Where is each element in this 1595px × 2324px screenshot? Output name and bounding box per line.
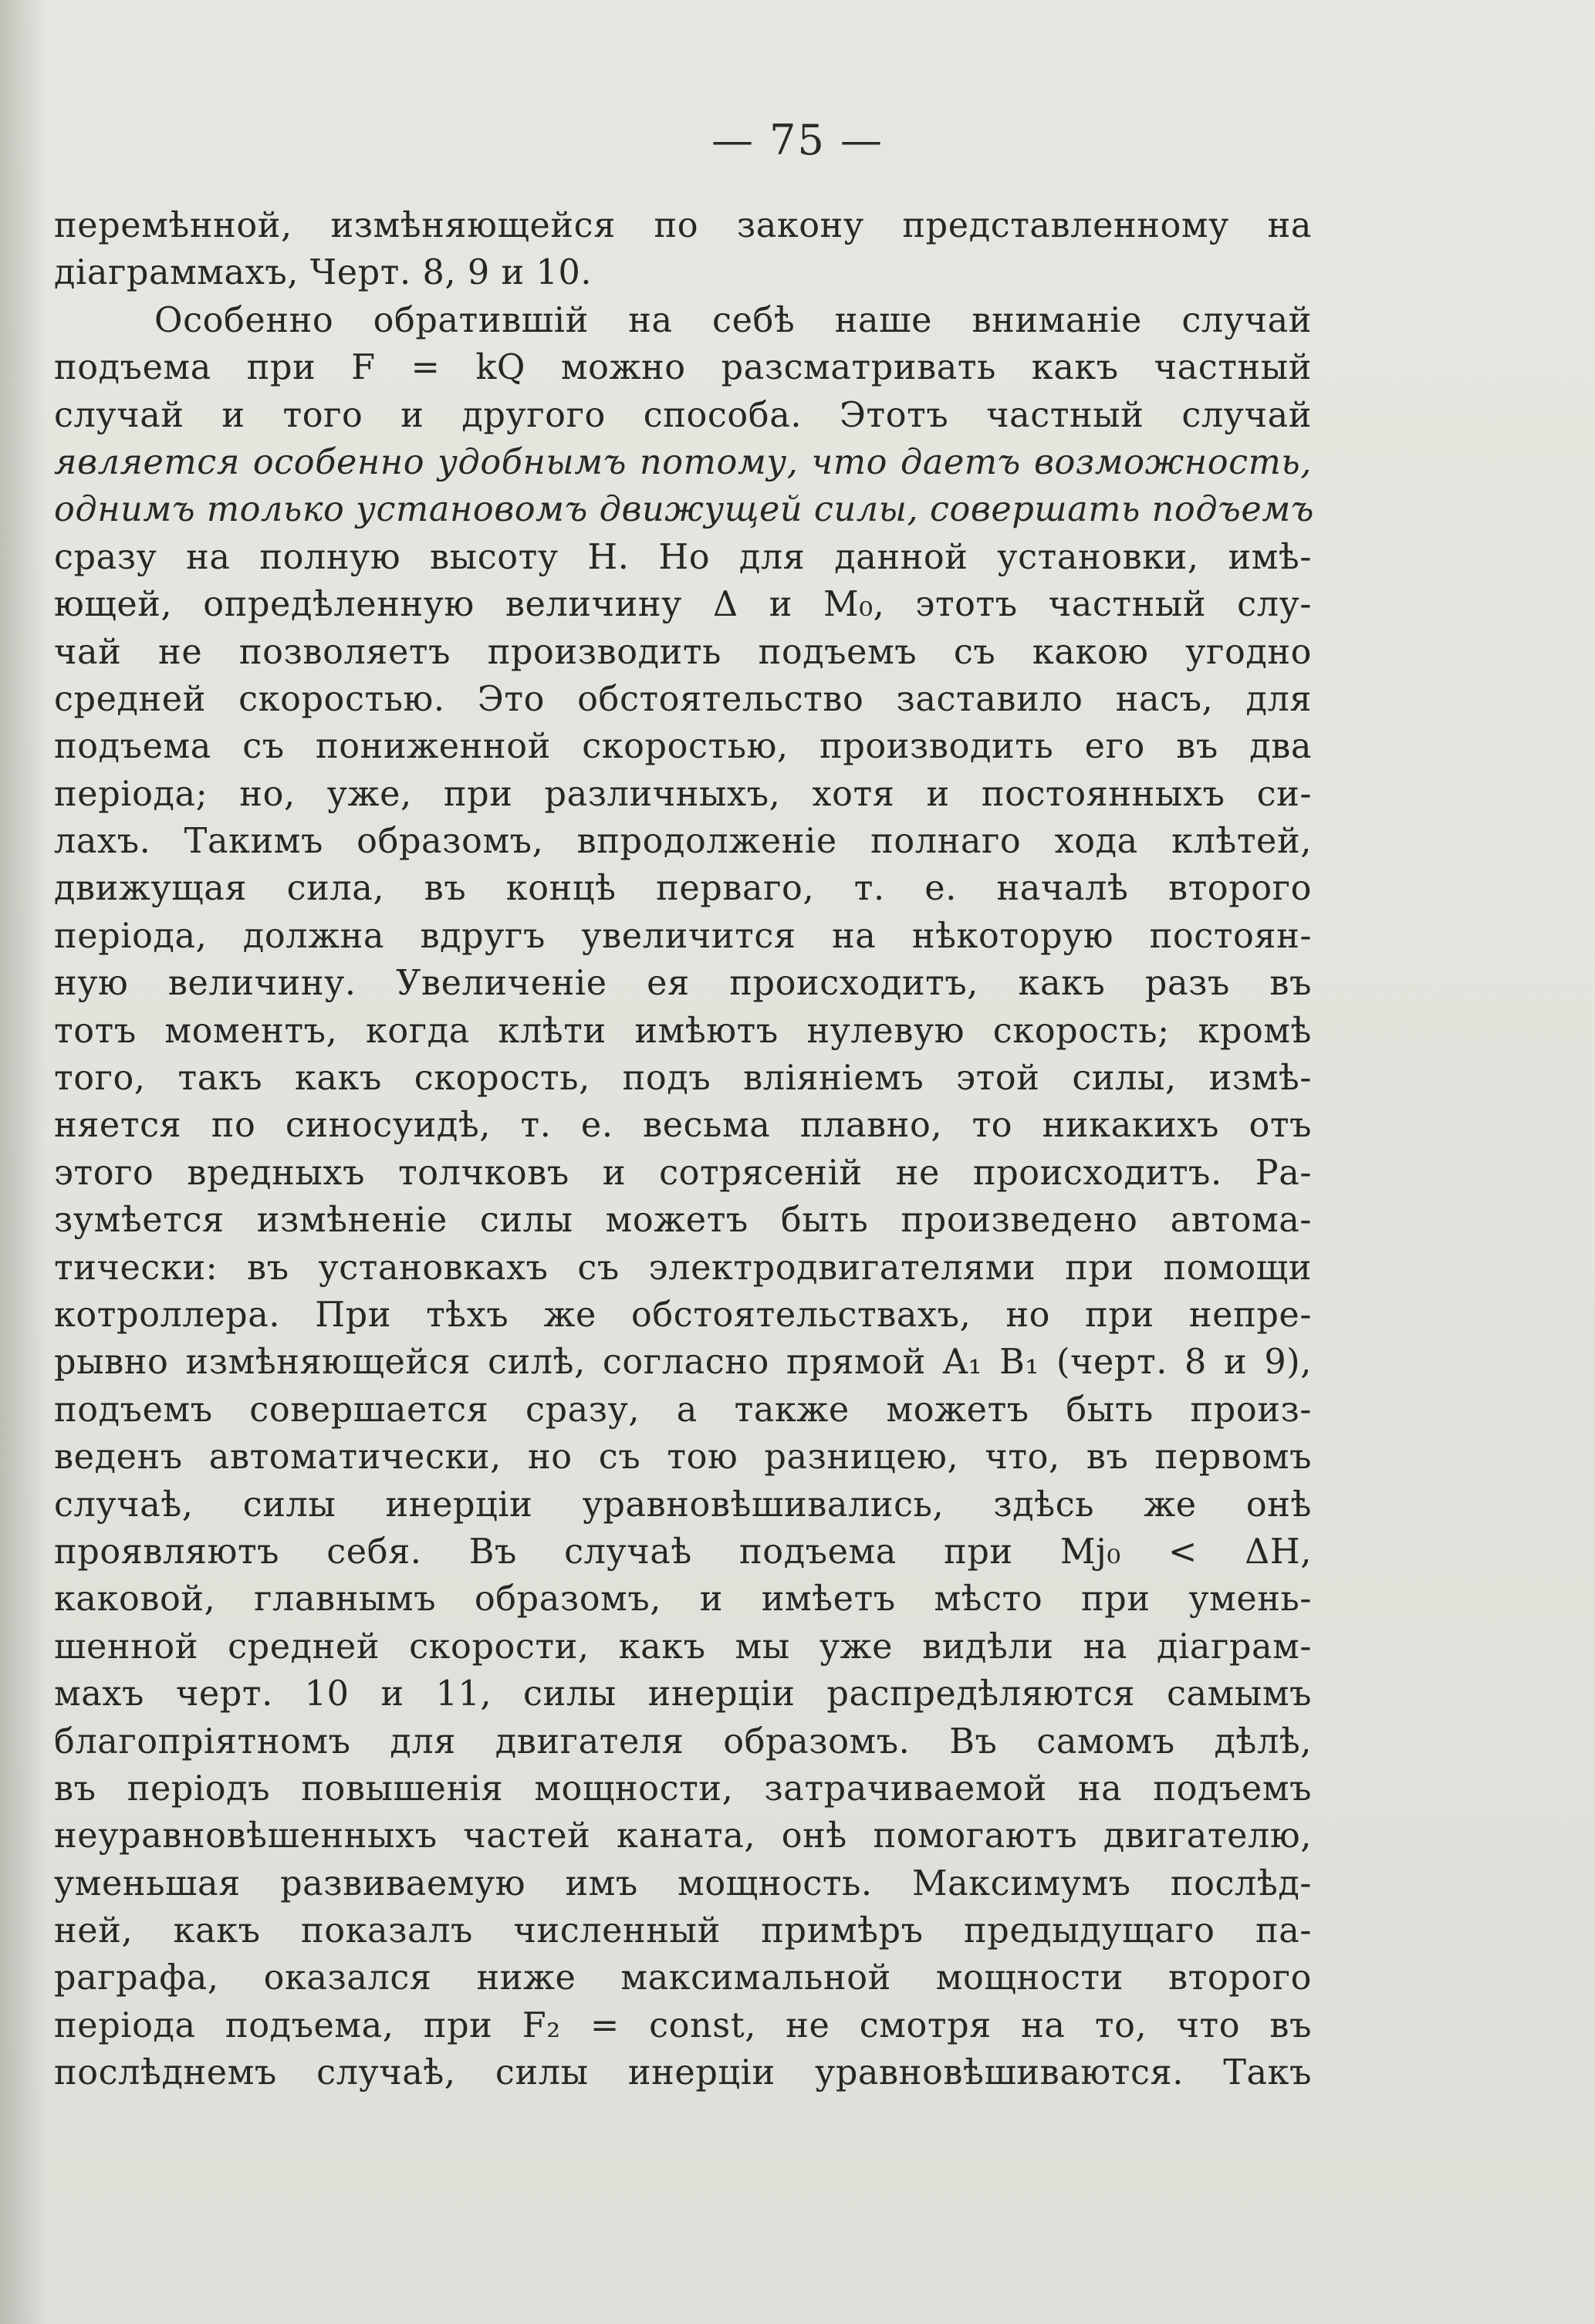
text-line: періода подъема, при F₂ = const, не смотря на то, что въ: [54, 2005, 1312, 2045]
text-line: махъ черт. 10 и 11, силы инерціи распредѣляются самымъ: [54, 1674, 1312, 1714]
text-line: рывно измѣняющейся силѣ, согласно прямой A₁ B₁ (черт. 8 и 9),: [54, 1343, 1312, 1383]
text-line: перемѣнной, измѣняющейся по закону представленному на: [54, 206, 1312, 245]
body-text: [54, 202, 1315, 2097]
text-line: этого вредныхъ толчковъ и сотрясеній не происходитъ. Ра-: [54, 1153, 1312, 1193]
text-line: ную величину. Увеличеніе ея происходитъ, какъ разъ въ: [54, 964, 1312, 1004]
text-line: лахъ. Такимъ образомъ, впродолженіе полнаго хода клѣтей,: [54, 822, 1312, 862]
text-line: случай и того и другого способа. Этотъ частный случай: [54, 395, 1312, 435]
text-line: веденъ автоматически, но съ тою разницею, что, въ первомъ: [54, 1437, 1312, 1478]
text-line: движущая сила, въ концѣ перваго, т. е. началѣ второго: [54, 869, 1312, 909]
text-line: сразу на полную высоту H. Но для данной установки, имѣ-: [54, 537, 1312, 577]
text-line: однимъ только установомъ движущей силы, совершать подъемъ: [54, 490, 1315, 530]
text-line: чай не позволяетъ производить подъемъ съ какою угодно: [54, 632, 1312, 672]
text-line: зумѣется измѣненіе силы можетъ быть произведено автома-: [54, 1201, 1312, 1241]
text-line: проявляютъ себя. Въ случаѣ подъема при Mj₀ < ΔH,: [54, 1532, 1312, 1572]
text-line: неуравновѣшенныхъ частей каната, онѣ помогаютъ двигателю,: [54, 1816, 1312, 1856]
text-line: котроллера. При тѣхъ же обстоятельствахъ, но при непре-: [54, 1295, 1312, 1335]
text-line: подъема съ пониженной скоростью, производить его въ два: [54, 727, 1312, 767]
text-line: раграфа, оказался ниже максимальной мощности второго: [54, 1958, 1312, 1998]
text-line: діаграммахъ, Черт. 8, 9 и 10.: [54, 253, 593, 293]
text-line: ней, какъ показалъ численный примѣръ предыдущаго па-: [54, 1911, 1312, 1951]
page-number: — 75 —: [711, 116, 884, 164]
text-line: случаѣ, силы инерціи уравновѣшивались, здѣсь же онѣ: [54, 1485, 1312, 1525]
text-line: періода; но, уже, при различныхъ, хотя и постоянныхъ си-: [54, 774, 1312, 814]
text-line: того, такъ какъ скорость, подъ вліяніемъ этой силы, измѣ-: [54, 1059, 1312, 1099]
text-line: тически: въ установкахъ съ электродвигателями при помощи: [54, 1248, 1312, 1288]
text-line: подъема при F = kQ можно разсматривать какъ частный: [54, 348, 1312, 388]
spine-shadow: [0, 0, 46, 2324]
text-line: подъемъ совершается сразу, а также можетъ быть произ-: [54, 1390, 1312, 1430]
text-line: уменьшая развиваемую имъ мощность. Максимумъ послѣд-: [54, 1863, 1312, 1903]
text-line: ющей, опредѣленную величину Δ и M₀, этотъ частный слу-: [54, 585, 1312, 625]
text-line: послѣднемъ случаѣ, силы инерціи уравновѣшиваются. Такъ: [54, 2053, 1312, 2093]
text-line: періода, должна вдругъ увеличится на нѣкоторую постоян-: [54, 916, 1312, 956]
text-line: шенной средней скорости, какъ мы уже видѣли на діаграм-: [54, 1626, 1312, 1667]
text-line: тотъ моментъ, когда клѣти имѣютъ нулевую скорость; кромѣ: [54, 1011, 1312, 1051]
text-line: въ періодъ повышенія мощности, затрачиваемой на подъемъ: [54, 1768, 1312, 1809]
text-line: средней скоростью. Это обстоятельство заставило насъ, для: [54, 679, 1312, 719]
text-line: каковой, главнымъ образомъ, и имѣетъ мѣсто при умень-: [54, 1579, 1312, 1620]
text-line: благопріятномъ для двигателя образомъ. Въ самомъ дѣлѣ,: [54, 1721, 1312, 1762]
text-line: Особенно обратившій на себѣ наше вниманіе случай: [154, 300, 1312, 340]
text-line: няется по синосуидѣ, т. е. весьма плавно, то никакихъ отъ: [54, 1106, 1312, 1146]
text-line: является особенно удобнымъ потому, что даетъ возможность,: [54, 442, 1312, 482]
